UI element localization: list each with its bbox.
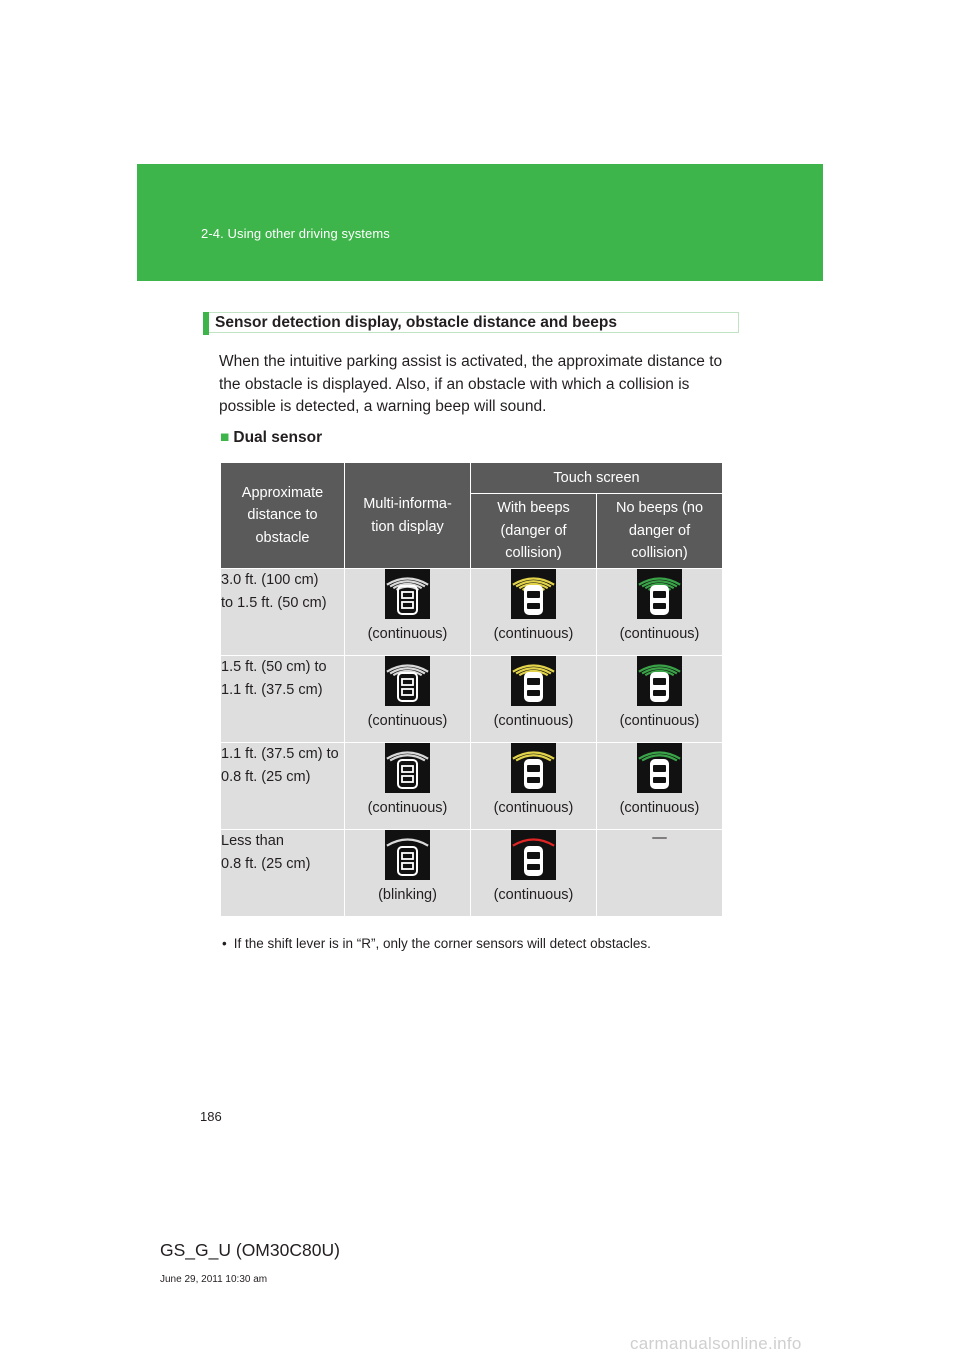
distance-cell <box>221 569 345 656</box>
display-caption: (continuous) <box>493 713 574 729</box>
parking-sensor-beeps-icon <box>511 569 556 619</box>
beeps-display-cell <box>471 569 597 656</box>
table-row <box>221 656 723 743</box>
parking-sensor-nobeeps-icon <box>637 743 682 793</box>
table-row <box>221 830 723 917</box>
distance-text: 1.1 ft. (37.5 cm) to <box>221 746 339 762</box>
display-caption: (continuous) <box>367 626 448 642</box>
distance-text: Less than <box>221 833 284 849</box>
distance-text: to 1.5 ft. (50 cm) <box>221 595 327 611</box>
table-row <box>221 743 723 830</box>
empty-cell <box>597 830 723 917</box>
parking-sensor-beeps-icon <box>511 743 556 793</box>
col-touch: Touch screen <box>471 463 723 494</box>
intro-paragraph: When the intuitive parking assist is activated, the approximate distance to the obstacle is displayed. Also, if an obstacle with which a collision is possible is detected, a warning beep will sound. <box>219 353 723 415</box>
display-caption: (continuous) <box>493 800 574 816</box>
display-caption: (continuous) <box>367 800 448 816</box>
display-caption: (continuous) <box>619 626 700 642</box>
section-title <box>203 312 739 333</box>
section-title-bar <box>203 312 209 335</box>
section-title-text: Sensor detection display, obstacle distance and beeps <box>215 314 617 331</box>
parking-sensor-danger-icon <box>511 830 556 880</box>
col-multi: Multi-informa-tion display <box>345 463 471 569</box>
beeps-display-cell <box>471 656 597 743</box>
beeps-display-cell <box>471 743 597 830</box>
col-nobeeps: No beeps (no danger of collision) <box>597 494 723 569</box>
multi-display-cell <box>345 569 471 656</box>
display-caption: (continuous) <box>619 713 700 729</box>
display-caption: (continuous) <box>493 887 574 903</box>
display-caption: (blinking) <box>378 887 437 903</box>
beeps-display-cell <box>471 830 597 917</box>
table-row <box>221 569 723 656</box>
section-label: 2-4. Using other driving systems <box>201 226 390 241</box>
parking-sensor-multi-icon <box>385 830 430 880</box>
distance-text: 3.0 ft. (100 cm) <box>221 572 319 588</box>
distance-cell <box>221 656 345 743</box>
subhead-text: Dual sensor <box>233 429 323 446</box>
doc-code: GS_G_U (OM30C80U) <box>160 1240 340 1260</box>
sensor-table <box>220 462 723 917</box>
parking-sensor-multi-icon <box>385 569 430 619</box>
parking-sensor-nobeeps-icon <box>637 656 682 706</box>
page-number: 186 <box>200 1109 222 1124</box>
nobeeps-display-cell <box>597 743 723 830</box>
note <box>222 936 651 951</box>
distance-text: 0.8 ft. (25 cm) <box>221 769 311 785</box>
display-caption: (continuous) <box>493 626 574 642</box>
display-caption: (continuous) <box>367 713 448 729</box>
subhead <box>220 429 322 447</box>
parking-sensor-nobeeps-icon <box>637 569 682 619</box>
multi-display-cell <box>345 830 471 917</box>
multi-display-cell <box>345 743 471 830</box>
square-bullet-icon: ■ <box>220 429 230 446</box>
display-caption: (continuous) <box>619 800 700 816</box>
header-band <box>137 164 823 281</box>
col-beeps: With beeps (danger of collision) <box>471 494 597 569</box>
parking-sensor-multi-icon <box>385 656 430 706</box>
dash-text: — <box>652 830 667 846</box>
parking-sensor-beeps-icon <box>511 656 556 706</box>
note-text: If the shift lever is in “R”, only the corner sensors will detect obstacles. <box>233 936 651 951</box>
col-distance: Approximate distance to obstacle <box>221 463 345 569</box>
multi-display-cell <box>345 656 471 743</box>
distance-text: 1.1 ft. (37.5 cm) <box>221 682 323 698</box>
distance-cell <box>221 743 345 830</box>
distance-cell <box>221 830 345 917</box>
watermark: carmanualsonline.info <box>630 1334 802 1353</box>
parking-sensor-multi-icon <box>385 743 430 793</box>
distance-text: 1.5 ft. (50 cm) to <box>221 659 327 675</box>
distance-text: 0.8 ft. (25 cm) <box>221 856 311 872</box>
nobeeps-display-cell <box>597 656 723 743</box>
nobeeps-display-cell <box>597 569 723 656</box>
doc-date: June 29, 2011 10:30 am <box>160 1274 268 1285</box>
note-bullet: • <box>222 936 227 951</box>
